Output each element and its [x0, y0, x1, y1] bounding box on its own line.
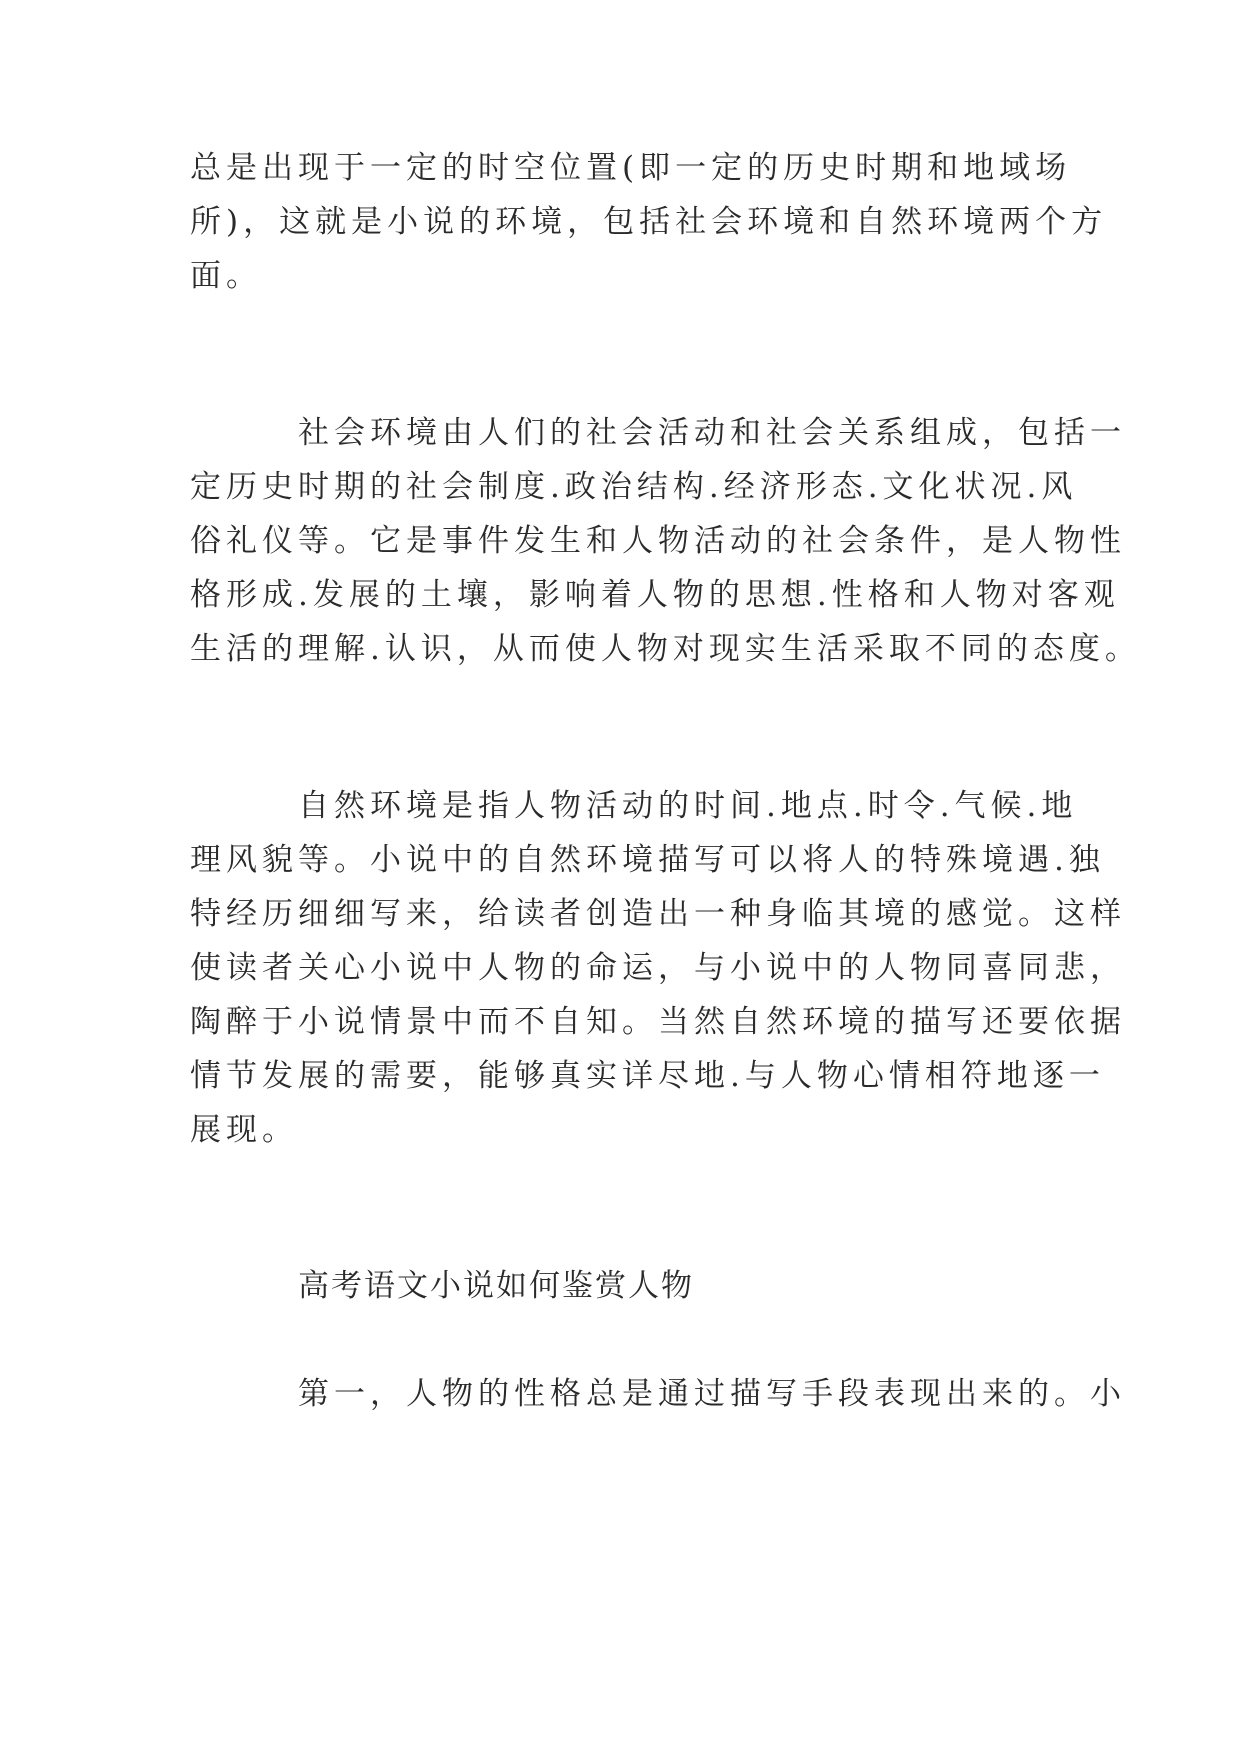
section-heading: 高考语文小说如何鉴赏人物 [298, 1268, 694, 1304]
paragraph-3-line-5: 陶醉于小说情景中而不自知。当然自然环境的描写还要依据 [190, 1004, 1126, 1040]
paragraph-2-line-4: 格形成.发展的土壤，影响着人物的思想.性格和人物对客观 [190, 577, 1120, 613]
paragraph-2-line-3: 俗礼仪等。它是事件发生和人物活动的社会条件，是人物性 [190, 523, 1126, 559]
paragraph-2-line-5: 生活的理解.认识，从而使人物对现实生活采取不同的态度。 [190, 631, 1141, 667]
paragraph-3-line-2: 理风貌等。小说中的自然环境描写可以将人的特殊境遇.独 [190, 842, 1105, 878]
paragraph-3-line-3: 特经历细细写来，给读者创造出一种身临其境的感觉。这样 [190, 896, 1126, 932]
paragraph-3-line-1: 自然环境是指人物活动的时间.地点.时令.气候.地 [298, 788, 1078, 824]
paragraph-1-line-2: 所)，这就是小说的环境，包括社会环境和自然环境两个方 [190, 204, 1108, 240]
paragraph-3-line-4: 使读者关心小说中人物的命运，与小说中的人物同喜同悲， [190, 950, 1126, 986]
paragraph-1-line-1: 总是出现于一定的时空位置(即一定的历史时期和地域场 [190, 150, 1072, 186]
paragraph-3-line-6: 情节发展的需要，能够真实详尽地.与人物心情相符地逐一 [190, 1058, 1105, 1094]
paragraph-4-line-1: 第一，人物的性格总是通过描写手段表现出来的。小 [298, 1376, 1126, 1412]
paragraph-1-line-3: 面。 [190, 258, 262, 294]
paragraph-2-line-1: 社会环境由人们的社会活动和社会关系组成，包括一 [298, 415, 1126, 451]
paragraph-2-line-2: 定历史时期的社会制度.政治结构.经济形态.文化状况.风 [190, 469, 1078, 505]
paragraph-3-line-7: 展现。 [190, 1112, 298, 1148]
